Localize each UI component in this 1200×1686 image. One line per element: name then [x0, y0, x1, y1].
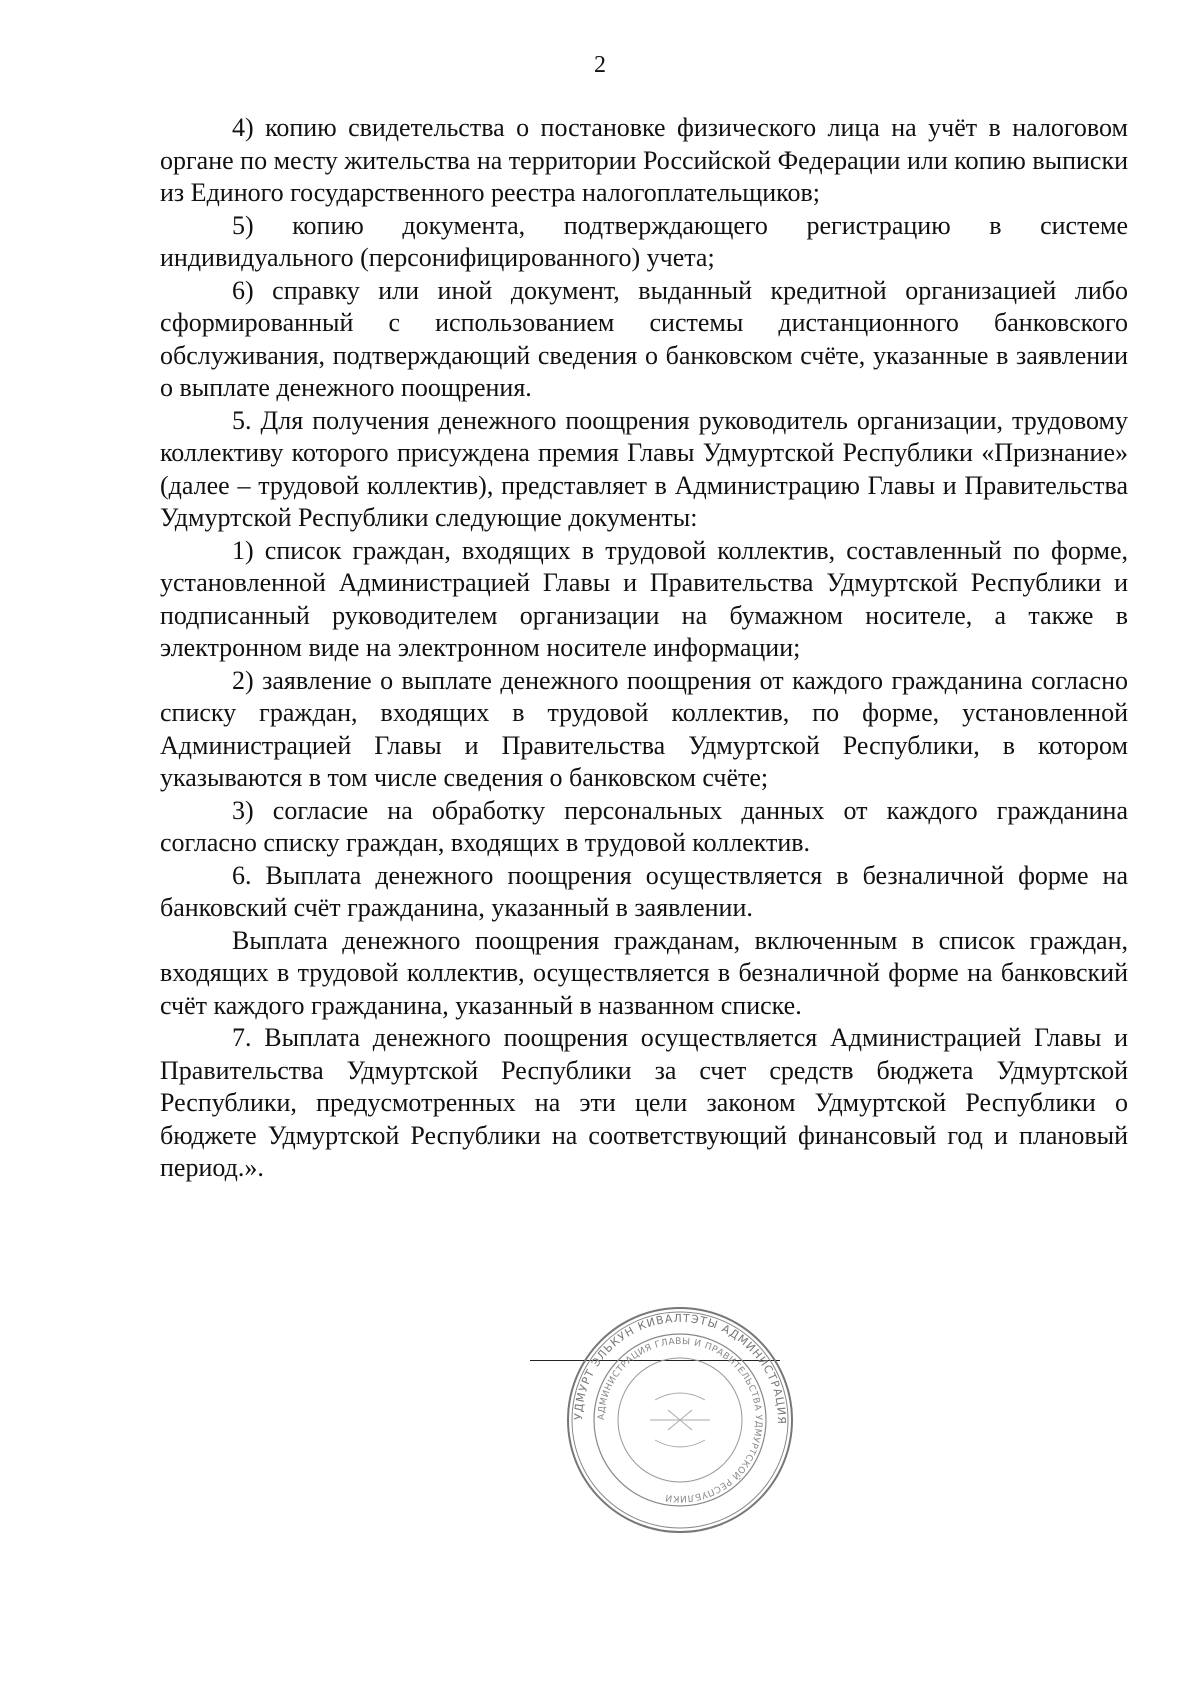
- paragraph-item-4: 4) копию свидетельства о постановке физического лица на учёт в налоговом органе по месту жительства на территории Российской Федерации или копию выписки из Единого государственного реестра налогоплательщиков;: [160, 113, 1128, 207]
- svg-text:УДМУРТ ЭЛЬКУН КИВАЛТЭТЫ АДМИНИ: УДМУРТ ЭЛЬКУН КИВАЛТЭТЫ АДМИНИСТРАЦИЯ: [571, 1311, 789, 1425]
- paragraph-clause-6: 6. Выплата денежного поощрения осуществляется в безналичной форме на банковский счёт гражданина, указанный в заявлении.: [160, 860, 1128, 922]
- paragraph-clause-6-continued: Выплата денежного поощрения гражданам, включенным в список граждан, входящих в трудовой коллектив, осуществляется в безналичной форме на банковский счёт каждого гражданина, указанный в названном списке.: [160, 925, 1128, 1020]
- official-seal-stamp: [560, 1300, 800, 1540]
- paragraph-clause-5-item-2: 2) заявление о выплате денежного поощрения от каждого гражданина согласно списку граждан, входящих в трудовой коллектив, по форме, установленной Администрацией Главы и Правительства Удмуртской Республики, в котором указываются в том числе сведения о банковском счёте;: [160, 665, 1128, 792]
- paragraph-clause-7: 7. Выплата денежного поощрения осуществляется Администрацией Главы и Правительства Удмуртской Республики за счет средств бюджета Удмуртской Республики, предусмотренных на эти цели законом Удмуртской Республики о бюджете Удмуртской Республики на соответствующий финансовый год и плановый период.».: [160, 1023, 1128, 1182]
- paragraph-clause-5-item-1: 1) список граждан, входящих в трудовой коллектив, составленный по форме, установленной Администрацией Главы и Правительства Удмуртской Республики и подписанный руководителем организации на бумажном носителе, а также в электронном виде на электронном носителе информации;: [160, 535, 1128, 662]
- paragraph-clause-5: 5. Для получения денежного поощрения руководитель организации, трудовому коллективу которого присуждена премия Главы Удмуртской Республики «Признание» (далее – трудовой коллектив), представляет в Администрацию Главы и Правительства Удмуртской Республики следующие документы:: [160, 405, 1128, 532]
- paragraph-item-6: 6) справку или иной документ, выданный кредитной организацией либо сформированный с использованием системы дистанционного банковского обслуживания, подтверждающий сведения о банковском счёте, указанные в заявлении о выплате денежного поощрения.: [160, 275, 1128, 402]
- paragraph-clause-5-item-3: 3) согласие на обработку персональных данных от каждого гражданина согласно списку граждан, входящих в трудовой коллектив.: [160, 795, 1128, 857]
- signature-stamp-area: [530, 1300, 810, 1540]
- page-number: 2: [594, 52, 606, 78]
- svg-text:АДМИНИСТРАЦИЯ ГЛАВЫ И ПРАВИТЕЛ: АДМИНИСТРАЦИЯ ГЛАВЫ И ПРАВИТЕЛЬСТВА УДМУРТСКОЙ РЕСПУБЛИКИ: [596, 1336, 764, 1504]
- document-body: [160, 112, 1128, 1185]
- paragraph-item-5: 5) копию документа, подтверждающего регистрацию в системе индивидуального (персонифицированного) учета;: [160, 210, 1128, 272]
